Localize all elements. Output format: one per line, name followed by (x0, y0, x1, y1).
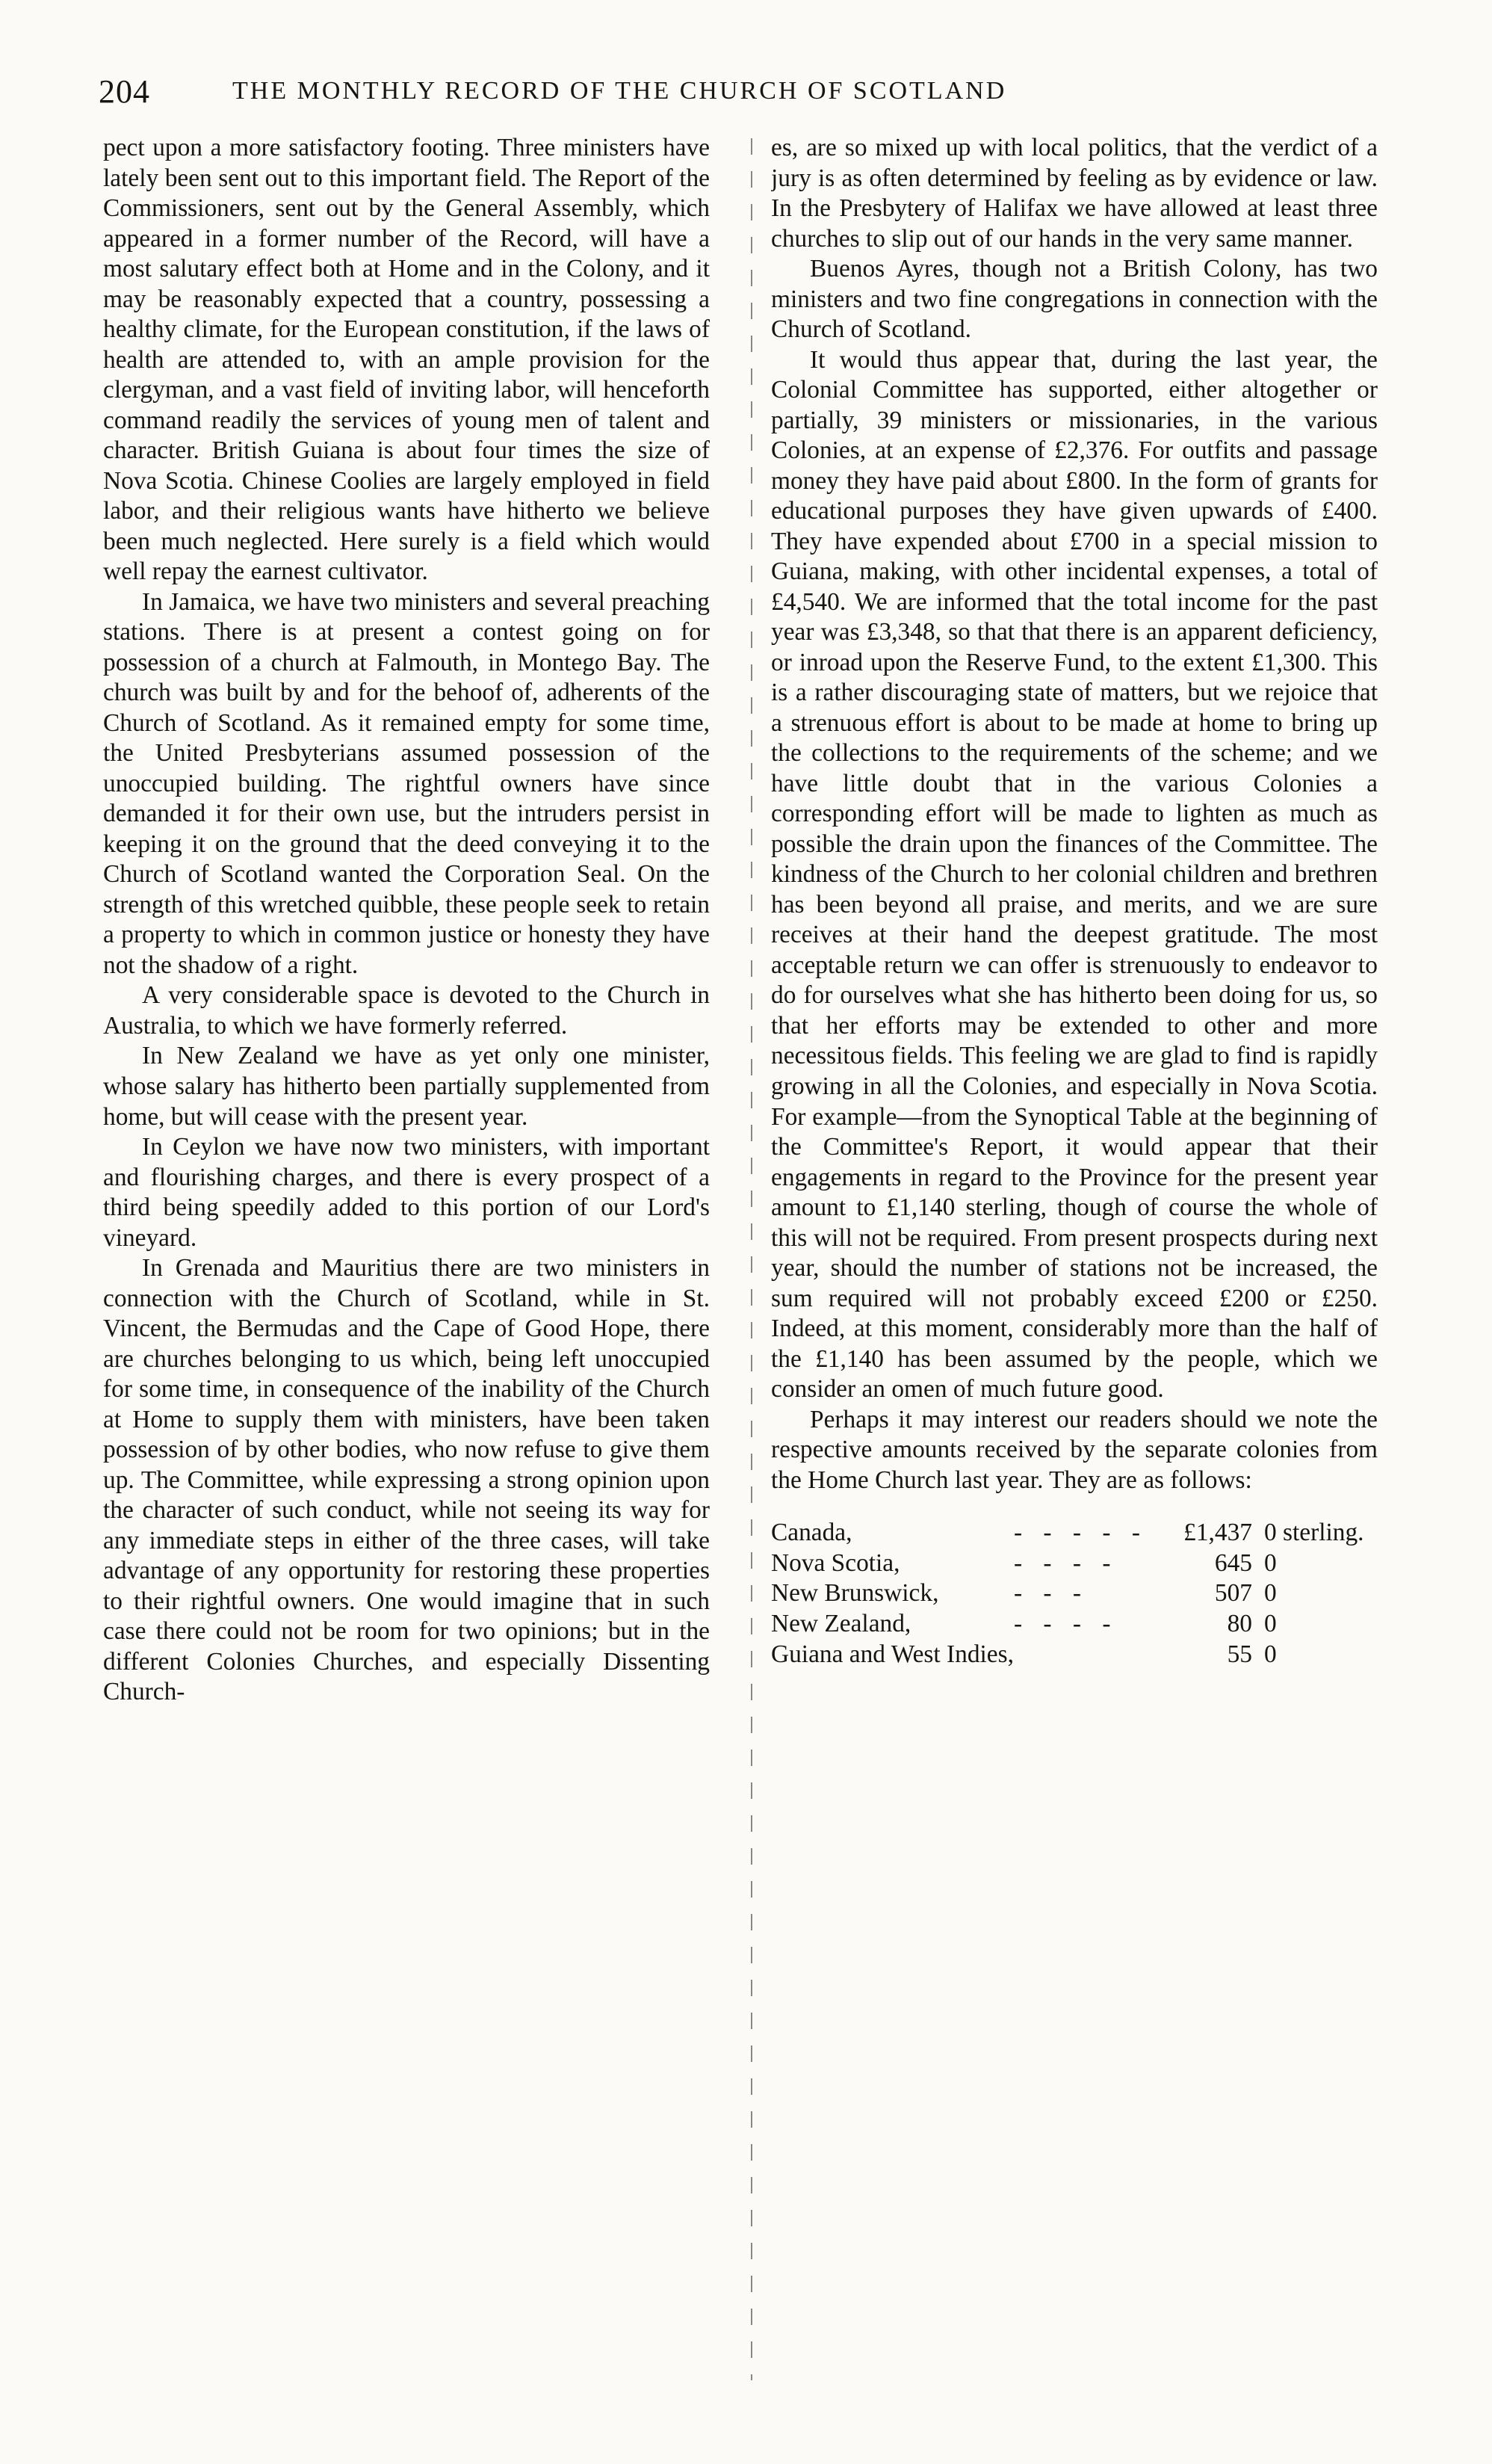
amount-pence: 0 (1263, 1579, 1277, 1608)
leader-dashes: - - - - (1013, 1609, 1118, 1637)
amount-pounds: 80 (1227, 1609, 1252, 1637)
amount-pence: 0 (1263, 1609, 1277, 1637)
column-divider (751, 138, 752, 2380)
paragraph: In Grenada and Mauritius there are two ministers in connection with the Church of Scotland, while in St. Vincent, the Bermudas and the Cape of Good Hope, there are churches belonging to us which, being left unoccupied for some time, in consequence of the inability of the Church at Home to supply them with ministers, have been taken possession of by other bodies, who now refuse to give them up. The Committee, while expressing a strong opinion upon the character of such conduct, while not seeing its way for any immediate steps in either of the three cases, will take advantage of any opportunity for restoring these properties to their rightful owners. One would imagine that in such case there could not be room for two opinions; but in the different Colonies Churches, and especially Dissenting Church- (103, 1254, 710, 1706)
amount-pence: 0 (1263, 1640, 1277, 1668)
paragraph: In Jamaica, we have two ministers and several preaching stations. There is at present a contest going on for possession of a church at Falmouth, in Montego Bay. The church was built by and for the behoof of, adherents of the Church of Scotland. As it remained empty for some time, the United Presbyterians assumed possession of the unoccupied building. The rightful owners have since demanded it for their own use, but the intruders persist in keeping it on the ground that the deed conveying it to the Church of Scotland wanted the Corporation Seal. On the strength of this wretched quibble, these people seek to retain a property to which in common justice or honesty they have not the shadow of a right. (103, 587, 710, 979)
paragraph: Perhaps it may interest our readers should we note the respective amounts received by the separate colonies from the Home Church last year. They are as follows: (771, 1405, 1378, 1494)
amount-pence: 0 (1263, 1549, 1277, 1577)
colony-amounts-table (771, 1518, 1378, 1670)
page-number: 204 (99, 72, 150, 110)
amount-pounds: 55 (1227, 1640, 1252, 1668)
amount-pounds: 645 (1214, 1549, 1252, 1577)
colony-name: New Zealand, (771, 1609, 911, 1637)
colony-name: Nova Scotia, (771, 1549, 900, 1577)
paragraph: A very considerable space is devoted to the Church in Australia, to which we have formerly referred. (103, 981, 710, 1040)
paragraph: In Ceylon we have now two ministers, with important and flourishing charges, and there is every prospect of a third being speedily added to this portion of our Lord's vineyard. (103, 1133, 710, 1252)
paragraph: In New Zealand we have as yet only one minister, whose salary has hitherto been partially supplemented from home, but will cease with the present year. (103, 1042, 710, 1131)
table-row (771, 1640, 1378, 1670)
left-column (103, 133, 710, 2420)
amount-pounds: 507 (1214, 1579, 1252, 1608)
amount-pounds: £1,437 (1183, 1519, 1252, 1547)
colony-name: Canada, (771, 1519, 852, 1547)
leader-dashes (1014, 1640, 1148, 1670)
amount-pence: 0 sterling. (1263, 1519, 1364, 1547)
paragraph: It would thus appear that, during the last year, the Colonial Committee has supported, either altogether or partially, 39 ministers or missionaries, in the various Colonies, at an expense of £2,376. For outfits and passage money they have paid about £800. In the form of grants for educational purposes they have given upwards of £400. They have expended about £700 in a special mission to Guiana, making, with other incidental expenses, a total of £4,540. We are informed that the total income for the past year was £3,348, so that that there is an apparent deficiency, or inroad upon the Reserve Fund, to the extent £1,300. This is a rather discouraging state of matters, but we rejoice that a strenuous effort is about to be made at home to bring up the collections to the requirements of the scheme; and we have little doubt that in the various Colonies a corresponding effort will be made to lighten as much as possible the drain upon the finances of the Committee. The kindness of the Church to her colonial children and brethren has been beyond all praise, and merits, and we are sure receives at their hand the deepest gratitude. The most acceptable return we can offer is strenuously to endeavor to do for ourselves what she has hitherto been doing for us, so that her efforts may be extended to other and more necessitous fields. This feeling we are glad to find is rapidly growing in all the Colonies, and especially in Nova Scotia. For example—from the Synoptical Table at the beginning of the Committee's Report, it would appear that their engagements in regard to the Province for the present year amount to £1,140 sterling, though of course the whole of this will not be required. From present prospects during next year, should the number of stations not be increased, the sum required will not probably exceed £200 or £250. Indeed, at this moment, considerably more than the half of the £1,140 has been assumed by the people, which we consider an omen of much future good. (771, 345, 1378, 1404)
leader-dashes: - - - - - (1013, 1519, 1148, 1547)
table-row (771, 1518, 1378, 1549)
leader-dashes: - - - - (1013, 1549, 1118, 1577)
paragraph: Buenos Ayres, though not a British Colony, has two ministers and two fine congregations in connection with the Church of Scotland. (771, 255, 1378, 344)
leader-dashes: - - - (1013, 1579, 1089, 1608)
colony-name: New Brunswick, (771, 1579, 939, 1608)
right-column (771, 133, 1378, 2420)
paragraph: es, are so mixed up with local politics, that the verdict of a jury is as often determined by feeling as by evidence or law. In the Presbytery of Halifax we have allowed at least three churches to slip out of our hands in the very same manner. (771, 134, 1378, 253)
journal-title: THE MONTHLY RECORD OF THE CHURCH OF SCOTLAND (232, 77, 1007, 105)
table-row (771, 1549, 1378, 1579)
table-row (771, 1609, 1378, 1640)
colony-name: Guiana and West Indies, (771, 1640, 1014, 1668)
paragraph: pect upon a more satisfactory footing. Three ministers have lately been sent out to this important field. The Report of the Commissioners, sent out by the General Assembly, which appeared in a former number of the Record, will have a most salutary effect both at Home and in the Colony, and it may be reasonably expected that a country, possessing a healthy climate, for the European constitution, if the laws of health are attended to, with an ample provision for the clergyman, and a vast field of inviting labor, will henceforth command readily the services of young men of talent and character. British Guiana is about four times the size of Nova Scotia. Chinese Coolies are largely employed in field labor, and their religious wants have hitherto we believe been much neglected. Here surely is a field which would well repay the earnest cultivator. (103, 134, 710, 586)
table-row (771, 1578, 1378, 1609)
running-head (99, 69, 1399, 114)
